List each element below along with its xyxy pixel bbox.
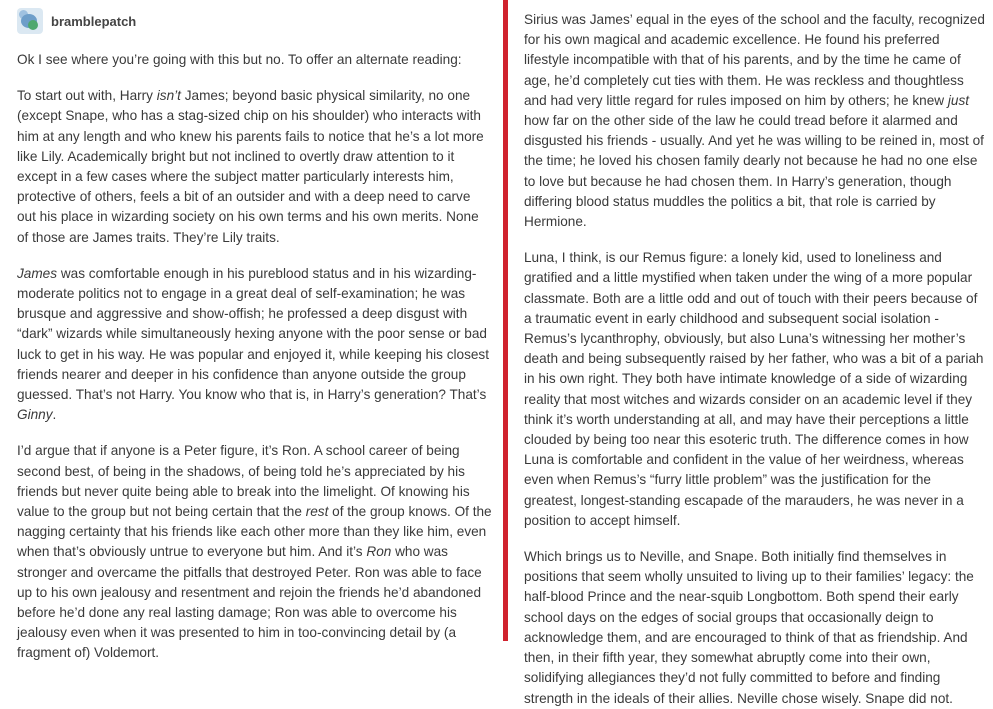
post-header bbox=[17, 8, 493, 34]
username[interactable]: bramblepatch bbox=[51, 13, 137, 29]
emphasis-text: Ron bbox=[366, 544, 392, 560]
emphasis-text: just bbox=[947, 92, 970, 108]
paragraph-intro: Ok I see where you’re going with this but no. To offer an alternate reading: bbox=[17, 52, 462, 67]
paragraph-luna: Luna, I think, is our Remus figure: a lonely kid, used to loneliness and gratified and a little mystified when taken under the wing of a more popular classmate. Both are a little odd and out of touch with their peers because of a traumatic event in early childhood and subsequent social isolation - Remus’s lycanthrophy, obviously, but also Luna’s witnessing her mother’s death and being subsequently raised by her father, who was a bit of a pariah in his own right. They both have intimate knowledge of a side of wizarding reality that most witches and wizards consider on an academic level if they think it’s worth understanding at all, and may have their perceptions a little clouded by being too near this esoteric truth. The difference comes in how Luna is comfortable and confident in the value of her weirdness, whereas even when Remus’s “furry little problem” was the justification for the greatest, longest-standing escapade of the marauders, he was never in a position to accept himself. bbox=[524, 250, 984, 528]
left-column bbox=[0, 0, 503, 661]
emphasis-text: James bbox=[17, 265, 58, 281]
paragraph-ron: I’d argue that if anyone is a Peter figure, it’s Ron. A school career of being second best, of being in the shadows, of being told he’s appreciated by his friends but never quite being able to break into the limelight. Of knowing his value to the group but not being certain that the rest of the group knows. Of the nagging certainty that his friends like each other more than they like him, even when that’s obviously untrue to everyone but him. And it’s Ron who was stronger and overcame the pitfalls that destroyed Peter. Ron was able to face up to his own jealousy and resentment and rejoin the friends he’d abandoned before he’d done any real lasting damage; Ron was able to overcome his jealousy even when it was presented to him in too-convincing detail by (a fragment of) Voldemort. bbox=[17, 443, 492, 661]
emphasis-text: isn’t bbox=[156, 88, 181, 104]
emphasis-text: rest bbox=[305, 504, 329, 520]
avatar[interactable] bbox=[17, 8, 43, 34]
emphasis-text: Ginny bbox=[17, 407, 53, 423]
paragraph-james: James was comfortable enough in his pureblood status and in his wizarding-moderate politics not to engage in a great deal of self-examination; he was brusque and aggressive and show-offish; he professed a deep disgust with “dark” wizards while simultaneously hexing anyone with the poor sense or bad luck to get in his way. He was popular and enjoyed it, while keeping his closest friends nearer and deeper in his confidence than anyone outside the group guessed. That’s not Harry. You know who that is, in Harry’s generation? That’s Ginny. bbox=[17, 265, 490, 423]
right-column bbox=[508, 0, 993, 706]
paragraph-sirius: Sirius was James’ equal in the eyes of the school and the faculty, recognized for his own magical and academic excellence. He found his preferred lifestyle incompatible with that of his parents, and by the time he came of age, he’d completely cut ties with them. He was reckless and thoughtless and had very little regard for rules imposed on him by others; he knew just how far on the other side of the law he could tread before it alarmed and disgusted his friends - usually. And yet he was willing to be reined in, most of the time; he loved his chosen family dearly not because he had no one else to love but because he had chosen them. In Harry’s generation, though differing blood status muddles the politics a bit, that role is carried by Hermione. bbox=[524, 12, 985, 230]
paragraph-harry: To start out with, Harry isn’t James; beyond basic physical similarity, no one (except Snape, who has a stag-sized chip on his shoulder) who interacts with him at any length and who knew his parents fails to notice that he’s a lot more like Lily. Academically bright but not inclined to overtly draw attention to it except in a few cases where the subject matter particularly interests him, protective of others, feels a bit of an outsider and with a deep need to carve out his place in wizarding society on his own terms and his own merits. None of those are James traits. They’re Lily traits. bbox=[17, 88, 484, 245]
paragraph-neville: Which brings us to Neville, and Snape. Both initially find themselves in positions that seem wholly unsuited to living up to their families’ legacy: the half-blood Prince and the near-squib Longbottom. Both spend their early school days on the edges of social groups that occasionally deign to acknowledge them, and are encouraged to think of that as friendship. And then, in their fifth year, they somewhat abruptly come into their own, solidifying allegiances they’d not fully committed to before and finding strength in the ideals of their allies. Neville chose wisely. Snape did not. bbox=[524, 549, 974, 706]
